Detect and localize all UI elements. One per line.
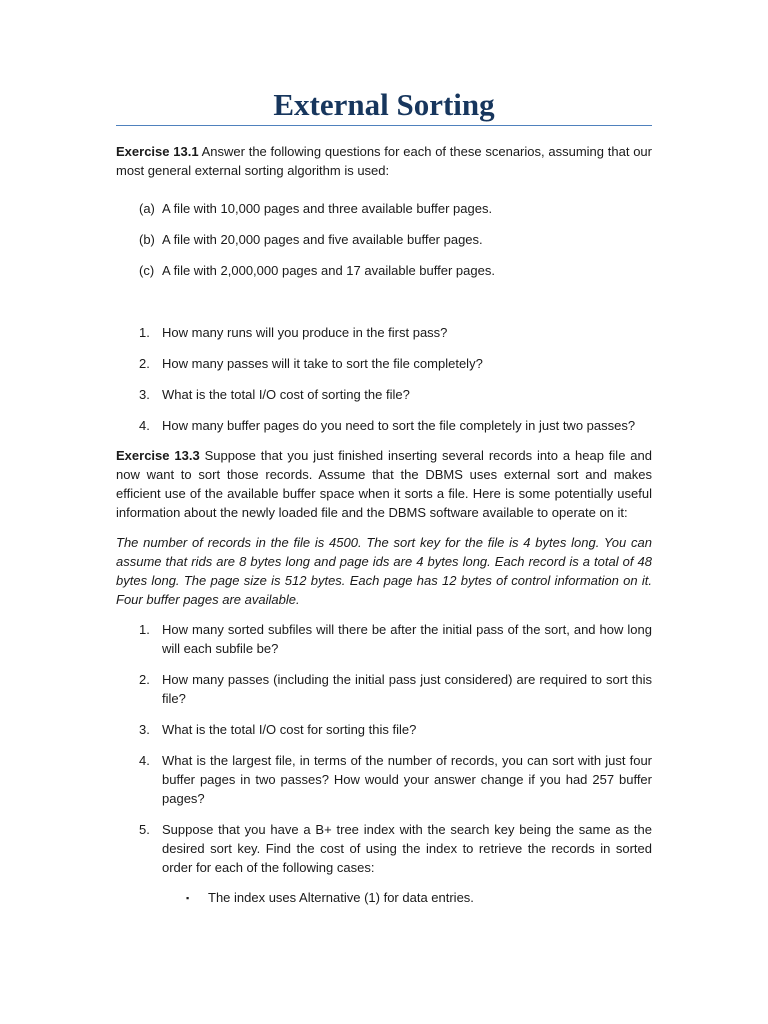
question-item: [116, 620, 652, 658]
scenario-item: [116, 261, 652, 280]
exercise-13-3-questions: [116, 620, 652, 877]
exercise-13-3-intro: [116, 446, 652, 522]
question-number: 1.: [139, 325, 150, 340]
question-number: 3.: [139, 722, 150, 737]
question-text: How many passes (including the initial pass just considered) are required to sort this file?: [162, 672, 652, 706]
question-item: [116, 416, 652, 435]
scenario-label: (b): [139, 232, 155, 247]
case-text: The index uses Alternative (1) for data entries.: [208, 890, 474, 905]
question-number: 4.: [139, 753, 150, 768]
question-number: 5.: [139, 822, 150, 837]
question-number: 1.: [139, 622, 150, 637]
exercise-13-1-label: Exercise 13.1: [116, 144, 199, 159]
exercise-13-1-questions: [116, 323, 652, 435]
question-item: [116, 670, 652, 708]
scenario-item: [116, 199, 652, 218]
exercise-13-1-text: Answer the following questions for each of these scenarios, assuming that our most general external sorting algorithm is used:: [116, 144, 652, 178]
question-item: [116, 385, 652, 404]
title-underline: [116, 125, 652, 126]
scenario-label: (a): [139, 201, 155, 216]
scenario-text: A file with 20,000 pages and five available buffer pages.: [162, 232, 483, 247]
question-item: [116, 354, 652, 373]
exercise-13-3-info: The number of records in the file is 4500. The sort key for the file is 4 bytes long. You can assume that rids are 8 bytes long and page ids are 4 bytes long. Each record is a total of 48 bytes long. The page size is 512 bytes. Each page has 12 bytes of control information on it. Four buffer pages are available.: [116, 535, 652, 607]
question-text: How many buffer pages do you need to sort the file completely in just two passes?: [162, 418, 636, 433]
question-text: Suppose that you have a B+ tree index with the search key being the same as the desired sort key. Find the cost of using the index to retrieve the records in sorted order for each of the following cases:: [162, 822, 652, 875]
question-item: [116, 323, 652, 342]
question-text: How many passes will it take to sort the file completely?: [162, 356, 483, 371]
document-page: [116, 0, 652, 907]
question-item: [116, 820, 652, 877]
question-item: [116, 751, 652, 808]
question-number: 4.: [139, 418, 150, 433]
question-item: [116, 720, 652, 739]
question-text: What is the total I/O cost for sorting this file?: [162, 722, 417, 737]
exercise-13-1-intro: [116, 142, 652, 180]
question-text: How many runs will you produce in the first pass?: [162, 325, 448, 340]
question-number: 2.: [139, 356, 150, 371]
scenario-list: [116, 199, 652, 280]
scenario-text: A file with 2,000,000 pages and 17 available buffer pages.: [162, 263, 495, 278]
exercise-13-3-label: Exercise 13.3: [116, 448, 200, 463]
case-list: [116, 888, 652, 907]
question-text: How many sorted subfiles will there be after the initial pass of the sort, and how long will each subfile be?: [162, 622, 652, 656]
question-number: 2.: [139, 672, 150, 687]
question-text: What is the largest file, in terms of the number of records, you can sort with just four buffer pages in two passes? How would your answer change if you had 257 buffer pages?: [162, 753, 652, 806]
question-text: What is the total I/O cost of sorting the file?: [162, 387, 410, 402]
scenario-item: [116, 230, 652, 249]
exercise-13-3-text: Suppose that you just finished inserting several records into a heap file and now want to sort those records. Assume that the DBMS uses external sort and makes efficient use of the available buffer space when it sorts a file. Here is some potentially useful information about the newly loaded file and the DBMS software available to operate on it:: [116, 448, 653, 520]
case-item: [116, 888, 652, 907]
page-title: External Sorting: [273, 87, 495, 122]
scenario-label: (c): [139, 263, 155, 278]
question-number: 3.: [139, 387, 150, 402]
square-bullet-icon: ▪: [186, 893, 190, 903]
scenario-text: A file with 10,000 pages and three available buffer pages.: [162, 201, 493, 216]
